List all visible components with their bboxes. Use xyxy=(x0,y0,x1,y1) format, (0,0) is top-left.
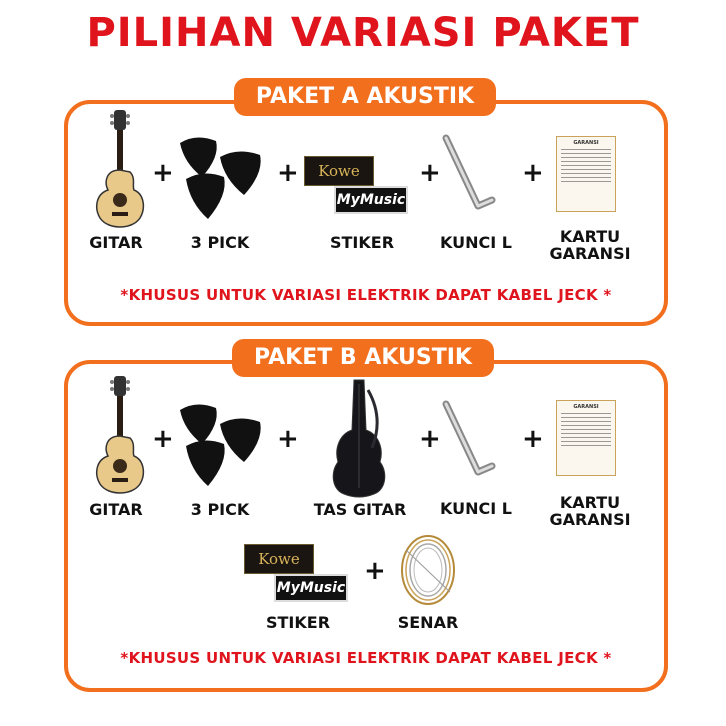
sticker-brand-bottom: MyMusic xyxy=(334,186,408,214)
item-kartu-label-1: KARTU xyxy=(559,493,621,512)
paket-a-note: *KHUSUS UNTUK VARIASI ELEKTRIK DAPAT KABEL JECK * xyxy=(120,286,612,304)
item-stiker-label: STIKER xyxy=(265,613,331,632)
item-senar-label: SENAR xyxy=(397,613,459,632)
item-stiker-label: STIKER xyxy=(329,233,395,252)
item-kunci-label: KUNCI L xyxy=(440,499,512,518)
guitar-bag-icon xyxy=(328,378,390,498)
paket-b-note: *KHUSUS UNTUK VARIASI ELEKTRIK DAPAT KABEL JECK * xyxy=(120,649,612,667)
card-title: GARANSI xyxy=(573,140,599,146)
allen-key-icon xyxy=(440,134,500,224)
plus-sign: + xyxy=(152,158,174,188)
item-kartu-label-2: GARANSI xyxy=(549,510,631,529)
plus-sign: + xyxy=(419,158,441,188)
plus-sign: + xyxy=(152,424,174,454)
paket-a-header: PAKET A AKUSTIK xyxy=(234,78,496,116)
plus-sign: + xyxy=(522,424,544,454)
pick-icon xyxy=(176,133,268,229)
item-pick-label: 3 PICK xyxy=(190,233,250,252)
sticker-brand-top: Kowe xyxy=(244,544,314,574)
item-kunci-label: KUNCI L xyxy=(440,233,512,252)
warranty-card-icon xyxy=(556,400,616,476)
item-kartu-label-1: KARTU xyxy=(559,227,621,246)
item-gitar-label: GITAR xyxy=(89,500,143,519)
plus-sign: + xyxy=(522,158,544,188)
sticker-brand-top: Kowe xyxy=(304,156,374,186)
plus-sign: + xyxy=(419,424,441,454)
warranty-card-icon xyxy=(556,136,616,212)
plus-sign: + xyxy=(364,556,386,586)
sticker-brand-bottom: MyMusic xyxy=(274,574,348,602)
paket-b-header: PAKET B AKUSTIK xyxy=(232,339,494,377)
item-tas-label: TAS GITAR xyxy=(313,500,407,519)
item-gitar-label: GITAR xyxy=(89,233,143,252)
guitar-icon xyxy=(92,374,148,498)
card-title: GARANSI xyxy=(573,404,599,410)
allen-key-icon xyxy=(440,400,500,490)
sticker-icon xyxy=(304,156,408,218)
strings-icon xyxy=(396,530,460,610)
pick-icon xyxy=(176,400,268,496)
item-pick-label: 3 PICK xyxy=(190,500,250,519)
plus-sign: + xyxy=(277,158,299,188)
sticker-icon xyxy=(244,544,348,606)
page-title: PILIHAN VARIASI PAKET xyxy=(86,10,640,56)
item-kartu-label-2: GARANSI xyxy=(549,244,631,263)
guitar-icon xyxy=(92,108,148,232)
plus-sign: + xyxy=(277,424,299,454)
